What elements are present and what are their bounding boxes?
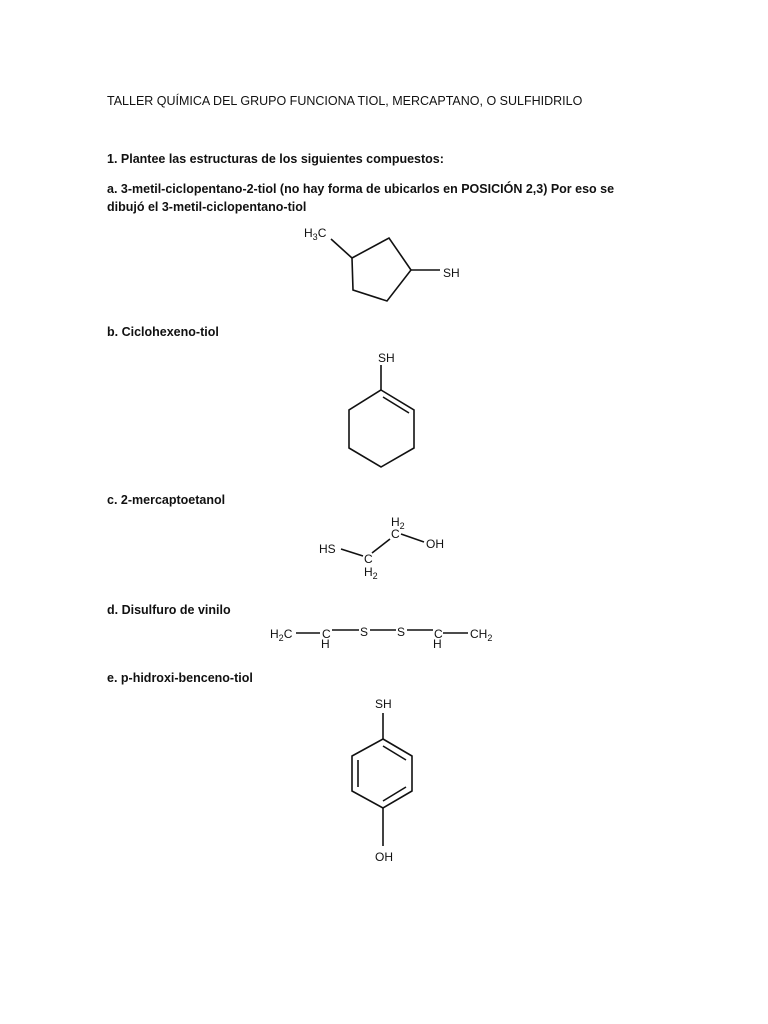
ch-c-label-right: C [434, 627, 443, 641]
cyclopentane-ring [352, 238, 411, 301]
item-b-label: b. Ciclohexeno-tiol [107, 325, 219, 339]
oh-bond [401, 534, 424, 542]
thiol-label-a: SH [443, 266, 460, 280]
item-c-label: c. 2-mercaptoetanol [107, 493, 226, 507]
ch-h-label-right: H [433, 637, 442, 651]
item-e-label: e. p-hidroxi-benceno-tiol [107, 671, 253, 685]
hs-label: HS [319, 542, 336, 556]
item-a-label: a. 3-metil-ciclopentano-2-tiol (no hay forma de ubicarlos en POSICIÓN 2,3) Por eso se dibujó el 3-metil-ciclopentano-tiol [107, 182, 615, 214]
ch-c-label-left: C [322, 627, 331, 641]
thiol-label-b: SH [378, 351, 395, 365]
document-title: TALLER QUÍMICA DEL GRUPO FUNCIONA TIOL, MERCAPTANO, O SULFHIDRILO [107, 94, 583, 108]
ch2-c-label-upper: C [391, 527, 400, 541]
sulfur-label-right: S [397, 625, 406, 639]
methyl-bond [331, 239, 352, 258]
structure-d-vinyl-disulfide [270, 625, 492, 651]
structure-a-methylcyclopentanethiol [304, 226, 460, 301]
thiol-label-e: SH [375, 697, 392, 711]
ch2-c-label-lower: C [364, 552, 373, 566]
question-1: 1. Plantee las estructuras de los siguientes compuestos: [107, 152, 444, 166]
hs-bond [341, 549, 363, 556]
ch2-h-label-lower: $H_2$ [364, 565, 378, 581]
sulfur-label-left: S [360, 625, 369, 639]
h2c-label: $H_2C$ [270, 627, 293, 643]
oh-label-c: OH [426, 537, 444, 551]
cyclohexene-ring [349, 390, 414, 467]
aromatic-bond-1 [383, 746, 406, 760]
cc-bond [372, 539, 390, 553]
ch-h-label-left: H [321, 637, 330, 651]
ch2-h-label-upper: $H_2$ [391, 515, 405, 531]
structure-c-mercaptoethanol [319, 515, 444, 581]
oh-label-e: OH [375, 850, 393, 864]
aromatic-bond-2 [383, 787, 406, 801]
benzene-ring [352, 739, 412, 808]
item-d-label: d. Disulfuro de vinilo [107, 603, 231, 617]
ch2-label: $CH_2$ [470, 627, 493, 643]
structure-e-hydroxybenzenethiol [352, 697, 412, 864]
methyl-label: $H_3C$ [304, 226, 327, 242]
structure-b-cyclohexenethiol [349, 351, 414, 467]
